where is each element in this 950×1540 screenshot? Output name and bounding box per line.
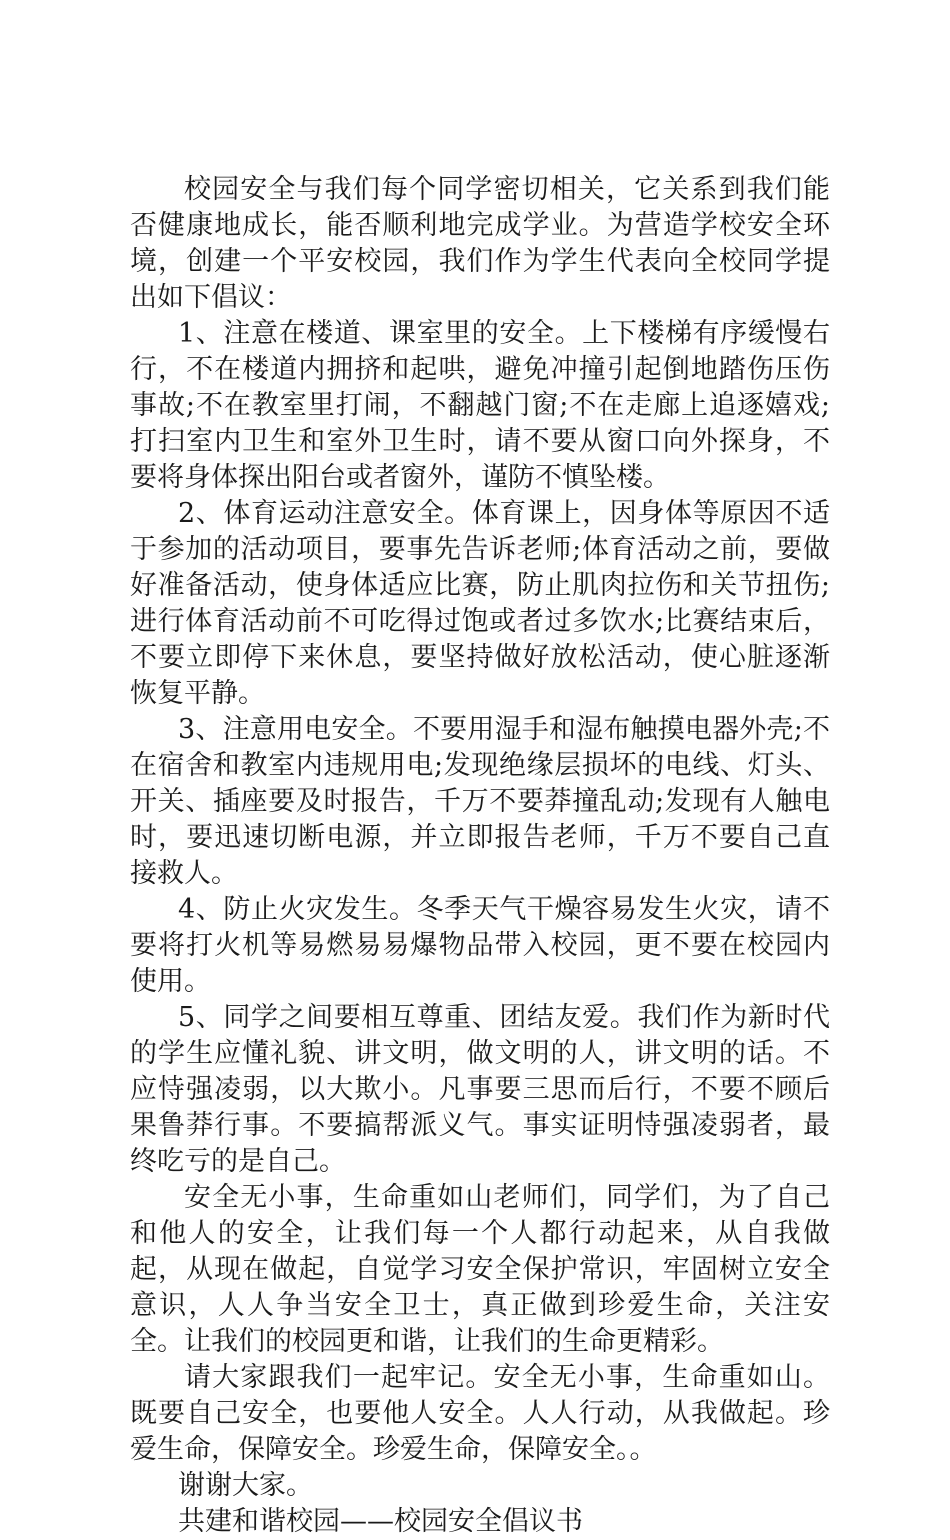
document-title-line: 共建和谐校园——校园安全倡议书 (178, 1506, 583, 1537)
reminder-paragraph: 请大家跟我们一起牢记。安全无小事，生命重如山。既要自己安全，也要他人安全。人人行动，从我做起。珍爱生命，保障安全。珍爱生命，保障安全。。 (130, 1362, 830, 1465)
closing-paragraph: 安全无小事，生命重如山老师们，同学们，为了自己和他人的安全，让我们每一个人都行动起来，从自我做起，从现在做起，自觉学习安全保护常识，牢固树立安全意识，人人争当安全卫士，真正做到珍爱生命，关注安全。让我们的校园更和谐，让我们的生命更精彩。 (130, 1182, 830, 1357)
proposal-item-1: 1、注意在楼道、课室里的安全。上下楼梯有序缓慢右行，不在楼道内拥挤和起哄，避免冲撞引起倒地踏伤压伤事故;不在教室里打闹，不翻越门窗;不在走廊上追逐嬉戏;打扫室内卫生和室外卫生时，请不要从窗口向外探身，不要将身体探出阳台或者窗外，谨防不慎坠楼。 (130, 318, 830, 493)
proposal-item-2: 2、体育运动注意安全。体育课上，因身体等原因不适于参加的活动项目，要事先告诉老师;体育活动之前，要做好准备活动，使身体适应比赛，防止肌肉拉伤和关节扭伤;进行体育活动前不可吃得过饱或者过多饮水;比赛结束后，不要立即停下来休息，要坚持做好放松活动，使心脏逐渐恢复平静。 (130, 498, 830, 709)
thanks-line: 谢谢大家。 (178, 1470, 313, 1501)
proposal-item-5: 5、同学之间要相互尊重、团结友爱。我们作为新时代的学生应懂礼貌、讲文明，做文明的人，讲文明的话。不应恃强凌弱，以大欺小。凡事要三思而后行，不要不顾后果鲁莽行事。不要搞帮派义气。事实证明恃强凌弱者，最终吃亏的是自己。 (130, 1002, 830, 1177)
proposal-item-4: 4、防止火灾发生。冬季天气干燥容易发生火灾，请不要将打火机等易燃易易爆物品带入校园，更不要在校园内使用。 (130, 894, 830, 997)
document-body (130, 172, 830, 1540)
intro-paragraph: 校园安全与我们每个同学密切相关，它关系到我们能否健康地成长，能否顺利地完成学业。为营造学校安全环境，创建一个平安校园，我们作为学生代表向全校同学提出如下倡议： (130, 174, 830, 313)
proposal-item-3: 3、注意用电安全。不要用湿手和湿布触摸电器外壳;不在宿舍和教室内违规用电;发现绝缘层损坏的电线、灯头、开关、插座要及时报告，千万不要莽撞乱动;发现有人触电时，要迅速切断电源，并立即报告老师，千万不要自己直接救人。 (130, 714, 830, 889)
